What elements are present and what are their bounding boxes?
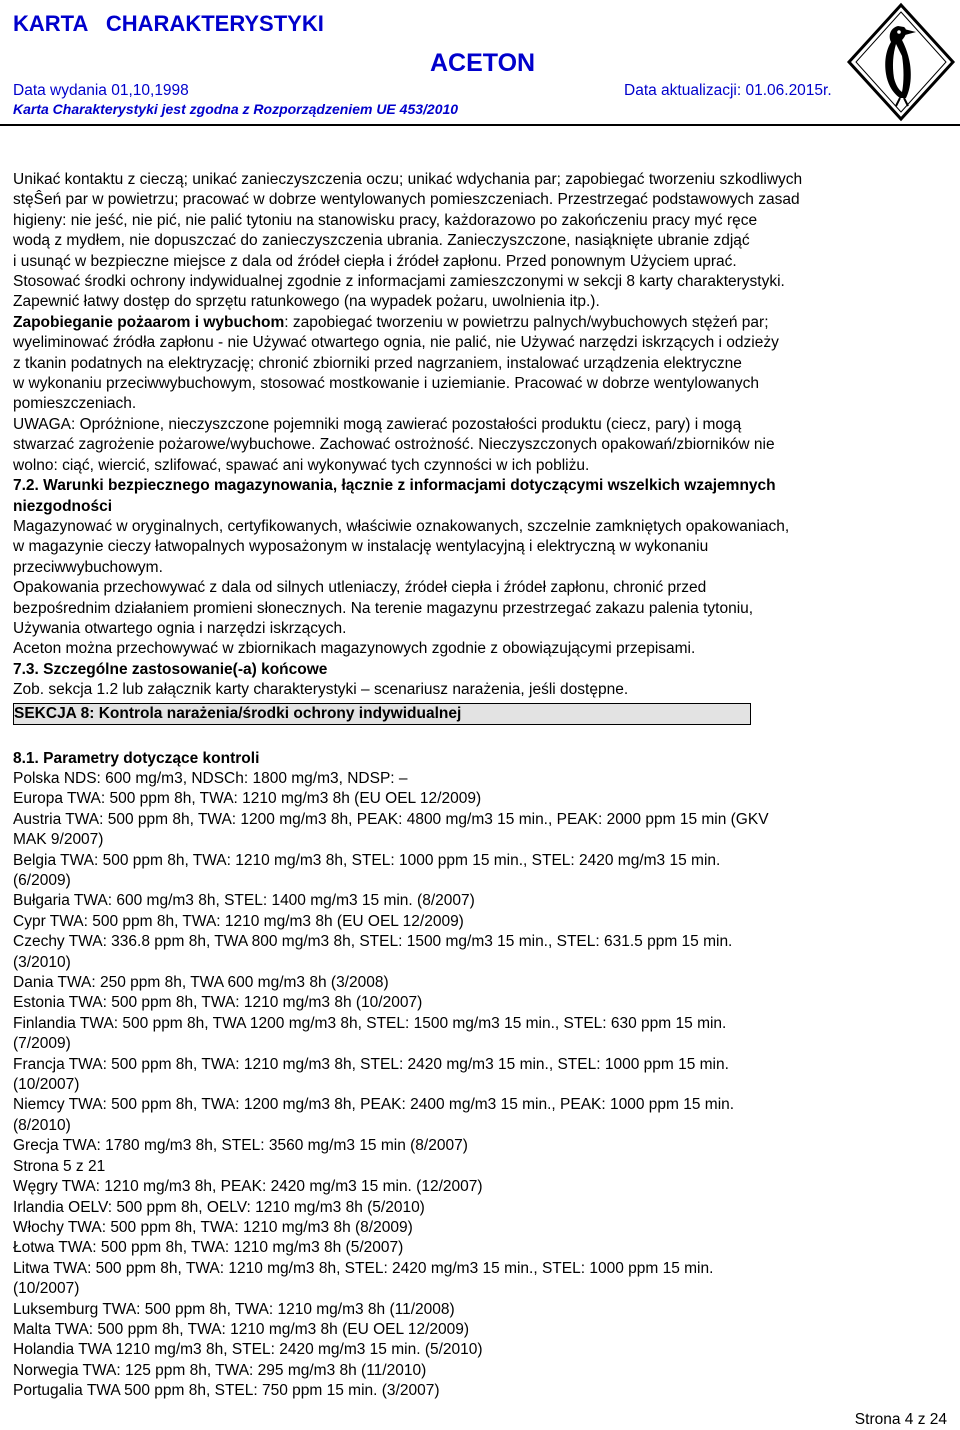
subsection-heading: 8.1. Parametry dotyczące kontroli: [13, 749, 260, 767]
list-item: Łotwa TWA: 500 ppm 8h, TWA: 1210 mg/m3 8h (5/2007): [13, 1239, 404, 1257]
list-item: Włochy TWA: 500 ppm 8h, TWA: 1210 mg/m3 8h (8/2009): [13, 1218, 413, 1236]
list-item: Czechy TWA: 336.8 ppm 8h, TWA 800 mg/m3 8h, STEL: 1500 mg/m3 15 min., STEL: 631.5 ppm 15 min.: [13, 933, 733, 951]
list-item: (6/2009): [13, 872, 71, 889]
company-logo: [846, 2, 956, 122]
text-line: Stosować środki ochrony indywidualnej zgodnie z informacjami zamieszczonymi w sekcji 8 karty charakterystyki.: [13, 273, 785, 291]
text-line: [13, 313, 948, 333]
list-item: Niemcy TWA: 500 ppm 8h, TWA: 1200 mg/m3 8h, PEAK: 2400 mg/m3 15 min., PEAK: 1000 ppm 15 min.: [13, 1096, 735, 1114]
list-item: Francja TWA: 500 ppm 8h, TWA: 1210 mg/m3 8h, STEL: 2420 mg/m3 15 min., STEL: 1000 ppm 15 min.: [13, 1055, 729, 1073]
text-line: stęŜeń par w powietrzu; pracować w dobrze wentylowanych pomieszczeniach. Przestrzegać podstawowych zasad: [13, 191, 800, 209]
list-item: (10/2007): [13, 1280, 80, 1298]
section-8-header: SEKCJA 8: Kontrola narażenia/środki ochrony indywidualnej: [13, 703, 751, 725]
document-header: [0, 0, 960, 126]
subsection-heading: niezgodności: [13, 497, 113, 515]
subsection-heading: 7.2. Warunki bezpiecznego magazynowania, łącznie z informacjami dotyczącymi wszelkich wzajemnych: [13, 477, 776, 495]
list-item: (3/2010): [13, 953, 71, 971]
text-line: Używania otwartego ognia i narzędzi iskrzących.: [13, 619, 347, 637]
list-item: Austria TWA: 500 ppm 8h, TWA: 1200 mg/m3 8h, PEAK: 4800 mg/m3 15 min., PEAK: 2000 ppm 15 min (GKV: [13, 810, 769, 828]
text-line: Zapewnić łatwy dostęp do sprzętu ratunkowego (na wypadek pożaru, uwolnienia itp.).: [13, 293, 600, 311]
subsection-heading: 7.3. Szczególne zastosowanie(-a) końcowe: [13, 660, 328, 678]
spacer: [13, 725, 948, 749]
text-line: wolno: ciąć, wiercić, szlifować, spawać ani wykonywać tych czynności w ich pobliżu.: [13, 456, 590, 474]
text-line: wyeliminować źródła zapłonu - nie Używać otwartego ognia, nie palić, nie Używać narzędzi iskrzących i odzieży: [13, 334, 779, 352]
text-line: przeciwwybuchowym.: [13, 558, 163, 576]
list-item: Cypr TWA: 500 ppm 8h, TWA: 1210 mg/m3 8h (EU OEL 12/2009): [13, 912, 464, 930]
issue-date: Data wydania 01,10,1998: [13, 82, 189, 99]
text-line: z tkanin podatnych na elektryzację; chronić zbiorniki przed nagrzaniem, instalować urządzenia elektryczne: [13, 354, 742, 372]
document-body: [13, 170, 948, 1402]
text-line: Magazynować w oryginalnych, certyfikowanych, właściwie oznakowanych, szczelnie zamkniętych opakowaniach,: [13, 517, 790, 535]
text-line: w magazynie cieczy łatwopalnych wyposażonym w instalację wentylacyjną i elektryczną w wykonaniu: [13, 538, 709, 556]
text-line: i usunąć w bezpieczne miejsce z dala od źródeł ciepła i źródeł zapłonu. Przed ponownym Użyciem uprać.: [13, 252, 737, 270]
list-item: Luksemburg TWA: 500 ppm 8h, TWA: 1210 mg/m3 8h (11/2008): [13, 1300, 455, 1318]
list-item: Węgry TWA: 1210 mg/m3 8h, PEAK: 2420 mg/m3 15 min. (12/2007): [13, 1178, 483, 1196]
text-line: w wykonaniu przeciwwybuchowym, stosować mostkowanie i uziemianie. Pracować w dobrze wentylowanych: [13, 375, 760, 393]
list-item: Malta TWA: 500 ppm 8h, TWA: 1210 mg/m3 8h (EU OEL 12/2009): [13, 1320, 470, 1338]
document-title: KARTA CHARAKTERYSTYKI: [13, 11, 324, 36]
list-item: Polska NDS: 600 mg/m3, NDSCh: 1800 mg/m3, NDSP: –: [13, 769, 408, 787]
list-item: Dania TWA: 250 ppm 8h, TWA 600 mg/m3 8h (3/2008): [13, 974, 389, 992]
text-line: Opakowania przechowywać z dala od silnych utleniaczy, źródeł ciepła i źródeł zapłonu, chronić przed: [13, 579, 707, 597]
list-item: Belgia TWA: 500 ppm 8h, TWA: 1210 mg/m3 8h, STEL: 1000 ppm 15 min., STEL: 2420 mg/m3 15 min.: [13, 851, 721, 869]
text-line: higieny: nie jeść, nie pić, nie palić tytoniu na stanowisku pracy, każdorazowo po zakończeniu pracy myć ręce: [13, 211, 758, 229]
text-line: bezpośrednim działaniem promieni słonecznych. Na terenie magazynu przestrzegać zakazu palenia tytoniu,: [13, 599, 754, 617]
text-line: pomieszczeniach.: [13, 395, 137, 413]
text-line: UWAGA: Opróżnione, nieczyszczone pojemniki mogą zawierać pozostałości produktu (ciecz, pary) i mogą: [13, 415, 742, 433]
text-line: wodą z mydłem, nie dopuszczać do zanieczyszczenia ubrania. Zanieczyszczone, nasiąknięte ubranie zdjąć: [13, 232, 750, 250]
fire-prevention-label: Zapobieganie pożaarom i wybuchom: [13, 313, 285, 331]
regulation-note: Karta Charakterystyki jest zgodna z Rozporządzeniem UE 453/2010: [13, 101, 459, 117]
list-item: Strona 5 z 21: [13, 1157, 106, 1175]
list-item: Europa TWA: 500 ppm 8h, TWA: 1210 mg/m3 8h (EU OEL 12/2009): [13, 790, 482, 808]
page-number: Strona 4 z 24: [854, 1411, 947, 1428]
list-item: MAK 9/2007): [13, 831, 104, 849]
text-line: stwarzać zagrożenie pożarowe/wybuchowe. Zachować ostrożność. Nieczyszczonych opakowań/zbiorników nie: [13, 436, 775, 454]
list-item: (7/2009): [13, 1035, 71, 1053]
list-item: Grecja TWA: 1780 mg/m3 8h, STEL: 3560 mg/m3 15 min (8/2007): [13, 1137, 468, 1155]
list-item: (8/2010): [13, 1116, 71, 1134]
list-item: Bułgaria TWA: 600 mg/m3 8h, STEL: 1400 mg/m3 15 min. (8/2007): [13, 892, 475, 910]
list-item: Estonia TWA: 500 ppm 8h, TWA: 1210 mg/m3 8h (10/2007): [13, 994, 423, 1012]
list-item: Finlandia TWA: 500 ppm 8h, TWA 1200 mg/m3 8h, STEL: 1500 mg/m3 15 min., STEL: 630 ppm 15 min.: [13, 1014, 727, 1032]
fire-prevention-text: : zapobiegać tworzeniu w powietrzu palnych/wybuchowych stężeń par;: [284, 313, 769, 331]
text-line: Aceton można przechowywać w zbiornikach magazynowych zgodnie z obowiązującymi przepisami.: [13, 640, 696, 658]
list-item: Portugalia TWA 500 ppm 8h, STEL: 750 ppm 15 min. (3/2007): [13, 1382, 440, 1400]
list-item: Holandia TWA 1210 mg/m3 8h, STEL: 2420 mg/m3 15 min. (5/2010): [13, 1341, 483, 1359]
list-item: Litwa TWA: 500 ppm 8h, TWA: 1210 mg/m3 8h, STEL: 2420 mg/m3 15 min., STEL: 1000 ppm 15 min.: [13, 1259, 714, 1277]
text-line: Zob. sekcja 1.2 lub załącznik karty charakterystyki – scenariusz narażenia, jeśli dostępne.: [13, 681, 629, 699]
list-item: Irlandia OELV: 500 ppm 8h, OELV: 1210 mg/m3 8h (5/2010): [13, 1198, 425, 1216]
handling-paragraph: [13, 170, 948, 313]
update-date: Data aktualizacji: 01.06.2015r.: [624, 82, 832, 99]
heading-7-2: [13, 476, 948, 517]
exposure-limits-list: [13, 769, 948, 1402]
list-item: (10/2007): [13, 1076, 80, 1094]
storage-paragraph: [13, 517, 948, 660]
fire-prevention-paragraph: [13, 313, 948, 476]
product-name: ACETON: [430, 49, 536, 77]
list-item: Norwegia TWA: 125 ppm 8h, TWA: 295 mg/m3 8h (11/2010): [13, 1361, 427, 1379]
text-line: Unikać kontaktu z cieczą; unikać zanieczyszczenia oczu; unikać wdychania par; zapobiegać tworzeniu szkodliwych: [13, 171, 803, 188]
